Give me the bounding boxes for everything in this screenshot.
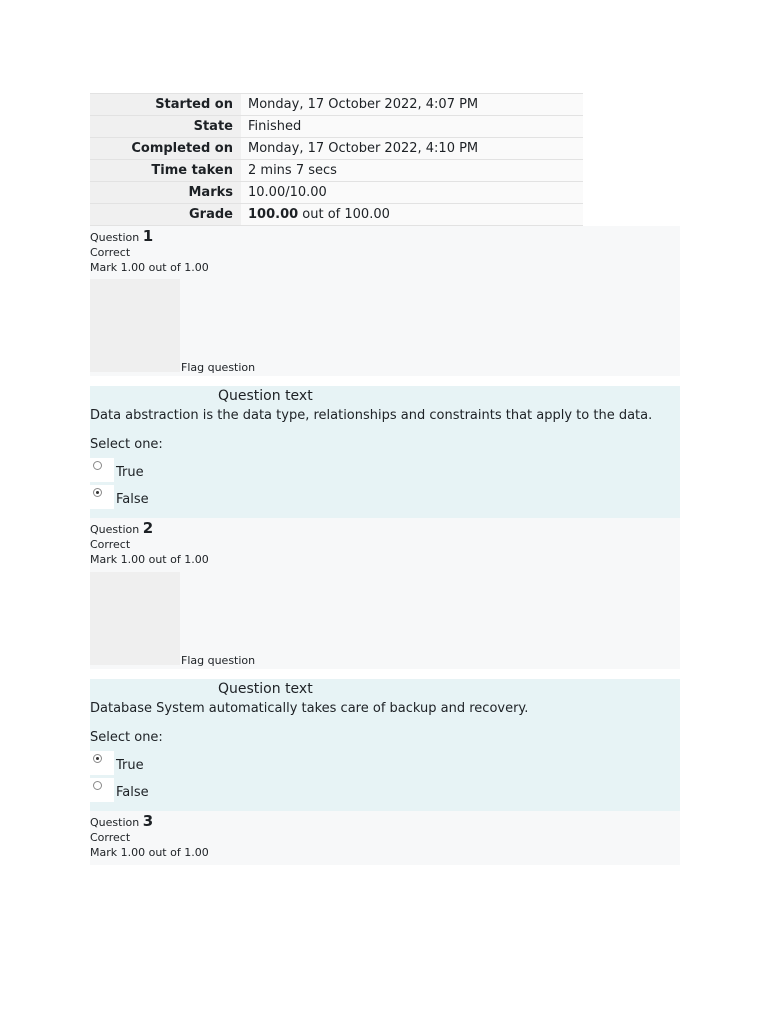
option-label: False [116,785,149,800]
radio-button[interactable] [93,488,102,497]
question-mark: Mark 1.00 out of 1.00 [90,553,209,566]
question-info-1 [90,226,680,376]
radio-button[interactable] [93,781,102,790]
question-state: Correct [90,246,131,259]
summary-row-marks [90,182,583,204]
summary-row-grade [90,204,583,226]
summary-label: Grade [90,204,241,226]
question-text: Database System automatically takes care of backup and recovery. [90,701,529,716]
radio-button[interactable] [93,461,102,470]
question-mark: Mark 1.00 out of 1.00 [90,261,209,274]
summary-label: Time taken [90,160,241,182]
flag-question-link[interactable]: Flag question [181,361,256,374]
question-info-3 [90,811,680,865]
radio-button[interactable] [93,754,102,763]
question-text-heading: Question text [218,681,313,697]
summary-value: Monday, 17 October 2022, 4:10 PM [241,138,583,160]
question-number: Question 1 [90,227,154,245]
summary-value: 2 mins 7 secs [241,160,583,182]
summary-label: State [90,116,241,138]
summary-row-started [90,94,583,116]
option-label: False [116,492,149,507]
question-number: Question 3 [90,812,154,830]
question-number: Question 2 [90,519,154,537]
summary-label: Completed on [90,138,241,160]
question-text-heading: Question text [218,388,313,404]
question-state: Correct [90,538,131,551]
attempt-summary-table [90,93,583,226]
answer-option-true[interactable] [90,751,290,778]
summary-label: Marks [90,182,241,204]
answer-option-false[interactable] [90,778,290,805]
select-one-label: Select one: [90,437,163,452]
flag-question-link[interactable]: Flag question [181,654,256,667]
summary-row-completed [90,138,583,160]
summary-value: Finished [241,116,583,138]
flag-icon[interactable] [90,279,180,372]
summary-row-state [90,116,583,138]
summary-row-time-taken [90,160,583,182]
summary-label: Started on [90,94,241,116]
question-text: Data abstraction is the data type, relationships and constraints that apply to the data. [90,408,653,423]
question-content-1 [90,386,680,518]
question-content-2 [90,679,680,811]
question-state: Correct [90,831,131,844]
summary-value: Monday, 17 October 2022, 4:07 PM [241,94,583,116]
grade-suffix: out of 100.00 [298,207,390,222]
option-label: True [116,465,144,480]
grade-value: 100.00 [248,207,299,222]
summary-value: 10.00/10.00 [241,182,583,204]
answer-option-true[interactable] [90,458,290,485]
answer-option-false[interactable] [90,485,290,512]
summary-value [241,204,583,226]
question-info-2 [90,518,680,669]
quiz-review [90,93,680,865]
question-mark: Mark 1.00 out of 1.00 [90,846,209,859]
option-label: True [116,758,144,773]
flag-icon[interactable] [90,572,180,665]
select-one-label: Select one: [90,730,163,745]
